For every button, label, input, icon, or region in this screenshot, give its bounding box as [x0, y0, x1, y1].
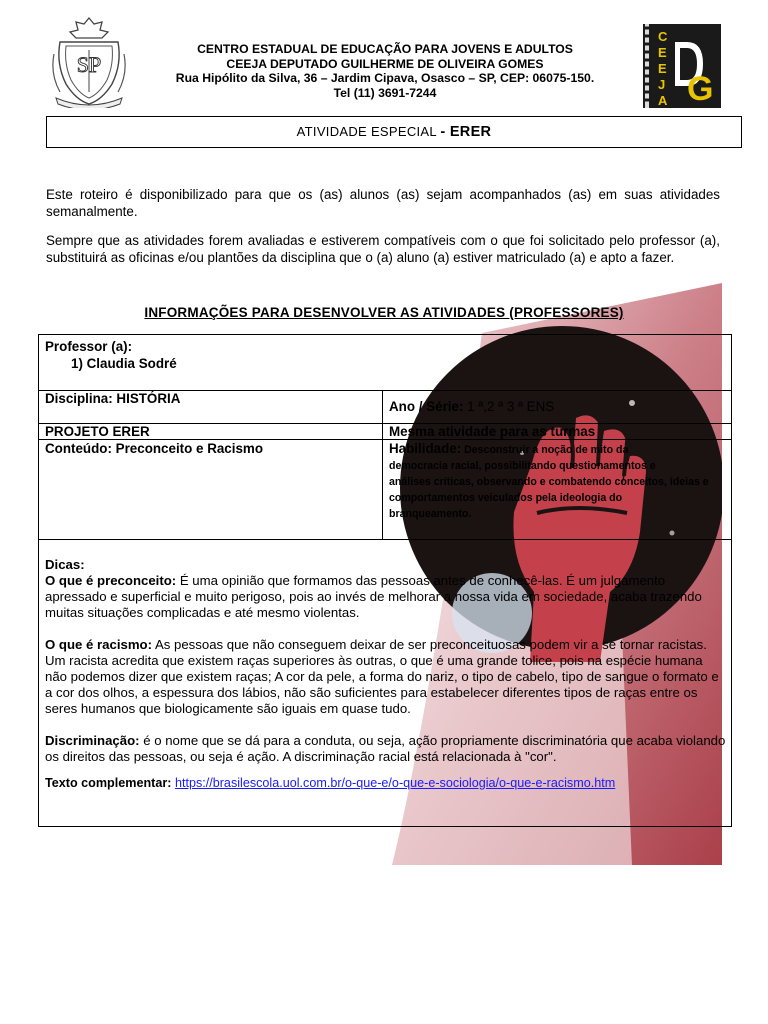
school-header [140, 42, 630, 100]
header-phone: Tel (11) 3691-7244 [333, 85, 437, 100]
prejudice-label: O que é preconceito: [45, 573, 177, 588]
skill-label: Habilidade: [389, 441, 462, 456]
racism-text: As pessoas que não conseguem deixar de ser preconceituosas podem vir a se tornar racistas. Um racista acredita que existem raças superiores às outras, o que é uma grande tolice, pois na espécie humana não podemos dizer que existem raças; A cor da pele, a forma do nariz, o tipo de cabelo, tipo de sangue o formato e a cor dos olhos, a espessura dos lábios, não são suficientes para estabelecer diferentes tipos de raças entre os seres humanos que biologicamente são iguais em quase tudo. [45, 637, 719, 716]
header-address: Rua Hipólito da Silva, 36 – Jardim Cipava, Osasco – SP, CEP: 06075-150. [175, 71, 595, 86]
svg-text:E: E [658, 45, 667, 60]
svg-text:A: A [658, 93, 668, 108]
discipline-label: Disciplina: HISTÓRIA [45, 391, 181, 406]
activity-title [46, 116, 742, 148]
title-dash: - [440, 124, 450, 140]
intro-paragraph-2: Sempre que as atividades forem avaliadas e estiverem compatíveis com o que foi solicitado pelo professor (a), substituirá as oficinas e/ou plantões da disciplina que o (a) aluno (a) estiver matriculado (a) e apto a fazer. [46, 233, 720, 265]
complementary-text-label: Texto complementar: [45, 776, 172, 790]
tips-title: Dicas: [45, 557, 85, 572]
skill-block [389, 441, 725, 522]
tips-section [45, 557, 727, 791]
professor-label: Professor (a): [45, 339, 133, 354]
intro-paragraph-1: Este roteiro é disponibilizado para que os (as) alunos (as) sejam acompanhados (as) em suas atividades semanalmente. [46, 187, 720, 219]
header-line-1: CENTRO ESTADUAL DE EDUCAÇÃO PARA JOVENS E ADULTOS [197, 42, 573, 56]
row-divider [39, 539, 731, 540]
complementary-text-link[interactable]: https://brasilescola.uol.com.br/o-que-e/o-que-e-sociologia/o-que-e-racismo.htm [174, 776, 616, 790]
grade-field [389, 399, 554, 415]
racism-paragraph [45, 637, 727, 717]
header-line-2: CEEJA DEPUTADO GUILHERME DE OLIVEIRA GOMES [226, 56, 544, 71]
discrimination-paragraph [45, 733, 727, 765]
discrimination-label: Discriminação: [45, 733, 140, 748]
svg-text:E: E [658, 61, 667, 76]
skill-line: comportamentos veiculados pela ideologia do [389, 492, 623, 504]
complementary-text [45, 775, 727, 791]
prejudice-text: É uma opinião que formamos das pessoas antes de conhecê-las. É um julgamento apressado e superficial e muito perigoso, pois ao invés de melhorar a nossa vida em sociedade, acaba trazendo muitas situações complicadas e até mesmo violentas. [45, 573, 702, 620]
svg-text:C: C [658, 29, 668, 44]
grade-label: Ano / Série: [389, 399, 464, 414]
skill-line: democracia racial, possibilitando questionamentos e [389, 460, 656, 472]
section-title: INFORMAÇÕES PARA DESENVOLVER AS ATIVIDADES (PROFESSORES) [144, 305, 624, 320]
info-table [38, 334, 732, 827]
svg-text:J: J [658, 77, 666, 92]
title-erer: ERER [449, 124, 492, 140]
skill-line: Desconstruir a noção de mito da [461, 444, 629, 456]
svg-text:SP: SP [76, 52, 102, 77]
sao-paulo-seal-icon [46, 14, 132, 108]
professor-name: 1) Claudia Sodré [71, 356, 177, 371]
project-label: PROJETO ERER [45, 424, 150, 439]
same-activity-label: Mesma atividade para as turmas [389, 424, 596, 439]
title-prefix: ATIVIDADE ESPECIAL [296, 124, 441, 139]
skill-line: branqueamento. [389, 508, 472, 520]
skill-line: análises críticas, observando e combatendo conceitos, ideias e [389, 476, 709, 488]
prejudice-paragraph [45, 573, 727, 621]
content-label: Conteúdo: Preconceito e Racismo [45, 441, 264, 456]
svg-text:G: G [687, 70, 714, 108]
column-divider [382, 390, 383, 539]
discrimination-text: é o nome que se dá para a conduta, ou seja, ação propriamente discriminatória que acaba violando os direitos das pessoas, ou seja é ação. A discriminação racial está relacionada à "cor". [45, 733, 726, 764]
racism-label: O que é racismo: [45, 637, 153, 652]
grade-value: 1 ª,2 ª 3 ª ENS [463, 399, 555, 414]
ceeja-logo-icon [643, 24, 721, 108]
